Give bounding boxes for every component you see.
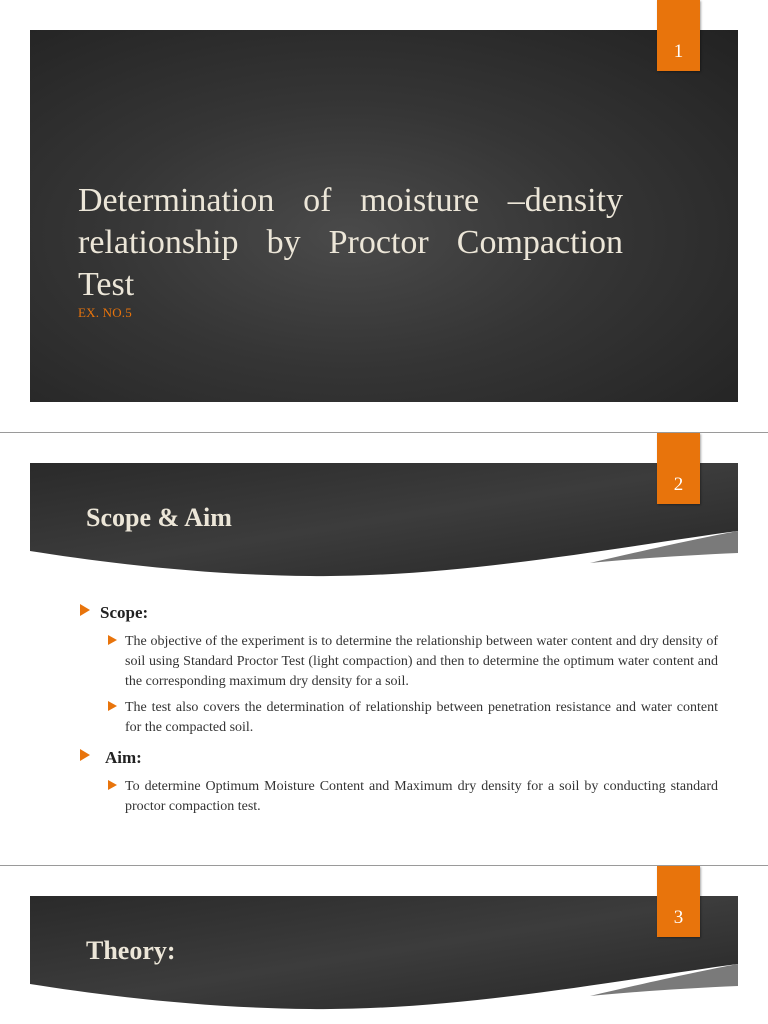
slide-number-badge: 1 [657, 0, 700, 71]
slide-number-badge: 2 [657, 433, 700, 504]
sub-bullet [78, 698, 718, 738]
sub-bullet [78, 777, 718, 817]
slide-3 [0, 866, 768, 1024]
triangle-bullet-icon [108, 701, 117, 711]
triangle-bullet-icon [80, 604, 90, 616]
sub-bullet [78, 632, 718, 692]
triangle-bullet-icon [80, 749, 90, 761]
slide-number-badge: 3 [657, 866, 700, 937]
bullet-aim [78, 748, 718, 768]
bullet-text: The test also covers the determination of relationship between penetration resistance and water content for the compacted soil. [125, 700, 718, 735]
slide-1 [0, 0, 768, 432]
bullet-scope [78, 603, 718, 623]
triangle-bullet-icon [108, 780, 117, 790]
slide-heading: Scope & Aim [86, 503, 232, 532]
bullet-label: Scope: [100, 603, 149, 622]
title-panel [30, 30, 738, 402]
slide-2 [0, 433, 768, 865]
slide-heading: Theory: [86, 936, 176, 965]
bullet-label: Aim: [105, 748, 142, 767]
slide-subtitle: EX. NO.5 [78, 305, 132, 320]
content-list [78, 603, 718, 817]
slide-title: Determination of moisture –density relationship by Proctor Compaction Test [78, 182, 623, 303]
triangle-bullet-icon [108, 635, 117, 645]
bullet-text: To determine Optimum Moisture Content and Maximum dry density for a soil by conducting standard proctor compaction test. [125, 779, 718, 814]
bullet-text: The objective of the experiment is to determine the relationship between water content and dry density of soil using Standard Proctor Test (light compaction) and then to determine the optimum water content and the corresponding maximum dry density for a soil. [125, 634, 718, 689]
